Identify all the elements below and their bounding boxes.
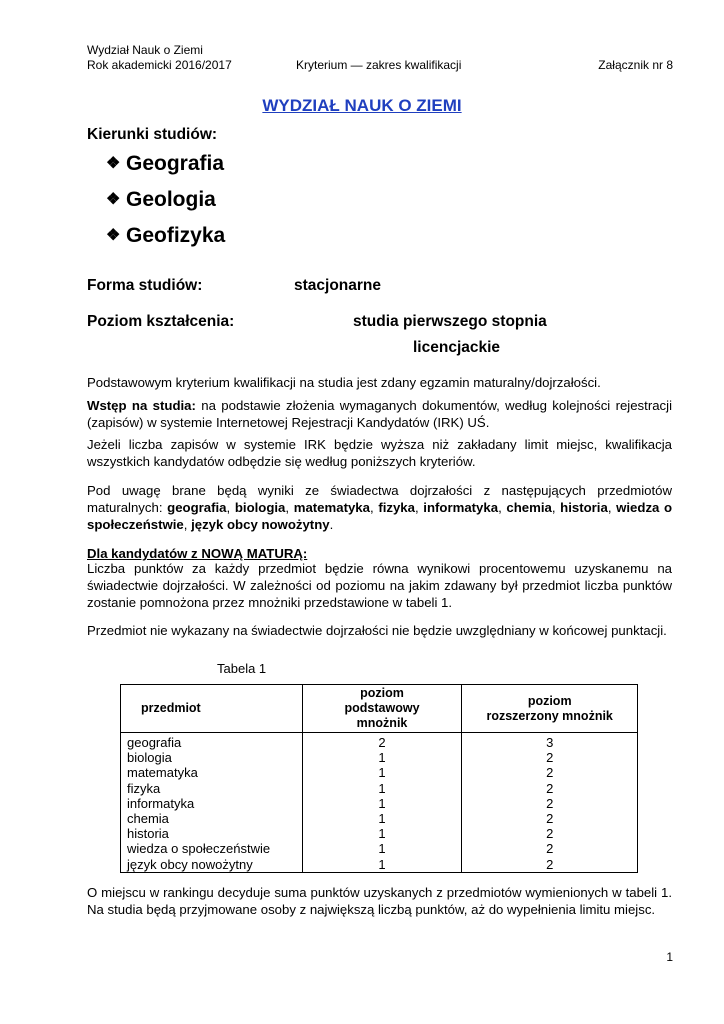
paragraph-not-shown: Przedmiot nie wykazany na świadectwie dojrzałości nie będzie uwzględniany w końcowej punktacji. — [87, 623, 667, 638]
header-attachment: Załącznik nr 8 — [598, 58, 673, 72]
separator: , — [414, 500, 424, 515]
poziom-value-2: licencjackie — [413, 339, 501, 356]
admission-text: na podstawie złożenia wymaganych dokumentów, według kolejności rejestracji (zapisów) w systemie Internetowej Rejestracji Kandydatów (IRK) UŚ. — [87, 398, 672, 430]
subjects-intro: Pod uwagę brane będą wyniki ze świadectwa dojrzałości z następujących przedmiotów maturalnych: — [87, 483, 672, 515]
cell-subject: chemia — [121, 811, 303, 826]
table-row — [121, 733, 638, 751]
table-row — [121, 857, 638, 873]
cell-extended: 2 — [462, 765, 638, 780]
header-subject: przedmiot — [121, 685, 303, 733]
paragraph-basic-criterion: Podstawowym kryterium kwalifikacji na studia jest zdany egzamin maturalny/dojrzałości. — [87, 375, 601, 390]
cell-extended: 2 — [462, 796, 638, 811]
page-number: 1 — [666, 950, 673, 964]
diamond-bullet-icon: ❖ — [106, 191, 121, 208]
separator: , — [285, 500, 294, 515]
admission-label: Wstęp na studia: — [87, 398, 196, 413]
cell-subject: informatyka — [121, 796, 303, 811]
table-row — [121, 781, 638, 796]
subject-name: język obcy nowożytny — [191, 517, 330, 532]
table-row — [121, 750, 638, 765]
table-row — [121, 826, 638, 841]
diamond-bullet-icon: ❖ — [106, 155, 121, 172]
header-criterion: Kryterium — zakres kwalifikacji — [296, 58, 462, 72]
kierunek-name: Geofizyka — [126, 224, 226, 247]
cell-subject: matematyka — [121, 765, 303, 780]
subject-name: informatyka — [423, 500, 499, 515]
table-header-row — [121, 685, 638, 733]
subject-name: chemia — [506, 500, 552, 515]
forma-label: Forma studiów: — [87, 277, 203, 294]
table-row — [121, 811, 638, 826]
paragraph-points: Liczba punktów za każdy przedmiot będzie równa wynikowi procentowemu uzyskanemu na świadectwie dojrzałości. W zależności od poziomu na jakim zdawany był przedmiot liczba punktów zostanie pomnożona przez mnożniki przedstawione w tabeli 1. — [87, 561, 672, 610]
multiplier-table — [120, 684, 638, 873]
cell-basic: 1 — [302, 811, 462, 826]
cell-extended: 2 — [462, 811, 638, 826]
forma-value: stacjonarne — [294, 277, 382, 294]
header-extended-line: rozszerzony mnożnik — [486, 708, 613, 723]
cell-extended: 2 — [462, 750, 638, 765]
cell-basic: 1 — [302, 857, 462, 873]
separator: , — [498, 500, 507, 515]
diamond-bullet-icon: ❖ — [106, 227, 121, 244]
header-basic-line: podstawowy — [344, 701, 420, 715]
cell-extended: 2 — [462, 781, 638, 796]
subject-name: biologia — [234, 500, 286, 515]
header-extended — [462, 685, 638, 733]
new-matura-heading: Dla kandydatów z NOWĄ MATURĄ: — [87, 546, 308, 561]
subject-name: wiedza o społeczeństwie — [87, 500, 673, 532]
kierunek-item — [106, 188, 216, 212]
paragraph-ranking: O miejscu w rankingu decyduje suma punktów uzyskanych z przedmiotów wymienionych w tabeli 1. Na studia będą przyjmowane osoby z największą liczbą punktów, aż do wypełnienia limitu miejsc. — [87, 885, 672, 917]
paragraph-subjects — [87, 482, 672, 533]
subject-name: historia — [560, 500, 608, 515]
cell-basic: 1 — [302, 781, 462, 796]
poziom-label: Poziom kształcenia: — [87, 313, 235, 330]
cell-subject: biologia — [121, 750, 303, 765]
header-faculty: Wydział Nauk o Ziemi — [87, 43, 203, 57]
header-year: Rok akademicki 2016/2017 — [87, 58, 232, 72]
paragraph-irk-limit: Jeżeli liczba zapisów w systemie IRK będzie wyższa niż zakładany limit miejsc, kwalifikacja wszystkich kandydatów odbędzie się według poniższych kryteriów. — [87, 437, 672, 469]
separator: , — [183, 517, 192, 532]
kierunek-name: Geologia — [126, 188, 216, 211]
cell-extended: 3 — [462, 733, 638, 751]
separator: . — [329, 517, 334, 532]
cell-subject: geografia — [121, 733, 303, 751]
header-extended-line: poziom — [527, 693, 572, 708]
table-row — [121, 765, 638, 780]
cell-subject: wiedza o społeczeństwie — [121, 841, 303, 856]
cell-extended: 2 — [462, 841, 638, 856]
cell-extended: 2 — [462, 857, 638, 873]
separator: , — [551, 500, 561, 515]
kierunki-label: Kierunki studiów: — [87, 126, 218, 143]
cell-subject: fizyka — [121, 781, 303, 796]
separator: , — [226, 500, 235, 515]
cell-basic: 1 — [302, 796, 462, 811]
cell-basic: 2 — [302, 733, 462, 751]
separator: , — [369, 500, 379, 515]
kierunek-name: Geografia — [126, 152, 225, 175]
cell-subject: historia — [121, 826, 303, 841]
header-basic-line: mnożnik — [356, 716, 408, 730]
table-row — [121, 841, 638, 856]
table-row — [121, 796, 638, 811]
cell-basic: 1 — [302, 826, 462, 841]
cell-subject: język obcy nowożytny — [121, 857, 303, 873]
header-basic — [302, 685, 462, 733]
separator: , — [607, 500, 617, 515]
cell-extended: 2 — [462, 826, 638, 841]
kierunek-item — [106, 224, 225, 248]
subject-name: fizyka — [378, 500, 415, 515]
header-basic-line: poziom — [360, 686, 404, 700]
paragraph-admission — [87, 397, 672, 431]
page-title: WYDZIAŁ NAUK O ZIEMI — [262, 96, 462, 115]
subject-name: geografia — [167, 500, 227, 515]
table-caption: Tabela 1 — [217, 661, 267, 676]
poziom-value: studia pierwszego stopnia — [353, 313, 547, 330]
cell-basic: 1 — [302, 841, 462, 856]
cell-basic: 1 — [302, 765, 462, 780]
kierunek-item — [106, 152, 224, 176]
subject-name: matematyka — [293, 500, 370, 515]
cell-basic: 1 — [302, 750, 462, 765]
